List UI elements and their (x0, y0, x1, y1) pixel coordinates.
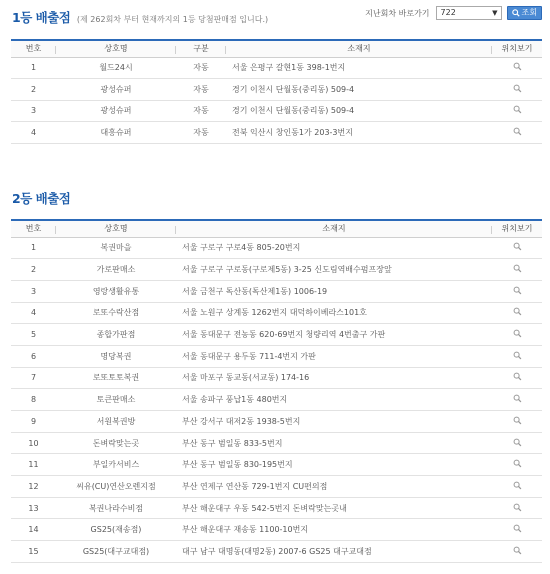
search-icon[interactable] (513, 438, 522, 449)
table-row (11, 122, 542, 144)
cell-address: 서울 금천구 독산동(독산제1동) 1006-19 (176, 280, 492, 302)
cell-name: 복권마을 (56, 237, 176, 259)
cell-no: 2 (11, 259, 56, 281)
search-icon (512, 9, 520, 17)
map-cell (492, 476, 542, 498)
col-header-type: 구분 (176, 40, 226, 57)
cell-no: 1 (11, 57, 56, 79)
cell-no: 8 (11, 389, 56, 411)
cell-name: 광성슈퍼 (56, 100, 176, 122)
cell-no: 4 (11, 122, 56, 144)
cell-no: 15 (11, 541, 56, 563)
first-prize-table (11, 39, 542, 144)
cell-no: 13 (11, 497, 56, 519)
cell-address: 서울 마포구 동교동(서교동) 174-16 (176, 367, 492, 389)
cell-name: 명당복권 (56, 345, 176, 367)
table-row (11, 259, 542, 281)
first-prize-note: (제 262회차 부터 현재까지의 1등 당첨판매점 입니다.) (76, 15, 269, 24)
table-row (11, 57, 542, 79)
search-icon[interactable] (513, 242, 522, 253)
cell-name: 돈벼락맞는곳 (56, 432, 176, 454)
search-icon[interactable] (513, 351, 522, 362)
col-header-map: 위치보기 (492, 40, 542, 57)
cell-no: 12 (11, 476, 56, 498)
cell-address: 서울 은평구 갈현1동 398-1번지 (226, 57, 492, 79)
search-icon[interactable] (513, 62, 522, 73)
map-cell (492, 57, 542, 79)
table-row (11, 324, 542, 346)
cell-address: 부산 연제구 연산동 729-1번지 CU편의점 (176, 476, 492, 498)
round-select[interactable] (436, 6, 502, 20)
cell-no: 4 (11, 302, 56, 324)
cell-address: 서울 송파구 풍납1동 480번지 (176, 389, 492, 411)
cell-address: 경기 이천시 단월동(중리동) 509-4 (226, 79, 492, 101)
col-header-no: 번호 (11, 220, 56, 237)
map-cell (492, 432, 542, 454)
map-cell (492, 237, 542, 259)
cell-address: 부산 해운대구 재송동 1100-10번지 (176, 519, 492, 541)
cell-no: 5 (11, 324, 56, 346)
cell-address: 부산 동구 범일동 833-5번지 (176, 432, 492, 454)
cell-name: 씨유(CU)연산오렌지점 (56, 476, 176, 498)
search-icon[interactable] (513, 329, 522, 340)
map-cell (492, 79, 542, 101)
cell-address: 부산 동구 범일동 830-195번지 (176, 454, 492, 476)
search-button[interactable] (507, 6, 542, 20)
search-button-label: 조회 (521, 8, 537, 17)
search-icon[interactable] (513, 394, 522, 405)
cell-address: 경기 이천시 단월동(중리동) 509-4 (226, 100, 492, 122)
search-icon[interactable] (513, 416, 522, 427)
map-cell (492, 367, 542, 389)
search-icon[interactable] (513, 307, 522, 318)
map-cell (492, 454, 542, 476)
cell-no: 10 (11, 432, 56, 454)
cell-name: 종합가판점 (56, 324, 176, 346)
search-icon[interactable] (513, 127, 522, 138)
cell-type: 자동 (176, 100, 226, 122)
table-row (11, 79, 542, 101)
map-cell (492, 345, 542, 367)
cell-address: 서울 구로구 구로4동 805-20번지 (176, 237, 492, 259)
second-prize-table (11, 219, 542, 563)
cell-name: GS25(재송점) (56, 519, 176, 541)
search-icon[interactable] (513, 84, 522, 95)
cell-address: 대구 남구 대명동(대명2동) 2007-6 GS25 대구교대점 (176, 541, 492, 563)
cell-name: 로또토토복권 (56, 367, 176, 389)
cell-no: 3 (11, 280, 56, 302)
map-cell (492, 280, 542, 302)
first-prize-title: 1등 배출점 (12, 10, 71, 25)
cell-address: 부산 강서구 대저2동 1938-5번지 (176, 411, 492, 433)
table-row (11, 345, 542, 367)
cell-no: 9 (11, 411, 56, 433)
cell-name: 부일카서비스 (56, 454, 176, 476)
col-header-address: 소재지 (226, 40, 492, 57)
cell-no: 6 (11, 345, 56, 367)
cell-type: 자동 (176, 57, 226, 79)
table-row (11, 432, 542, 454)
round-nav-label: 지난회차 바로가기 (365, 8, 430, 18)
table-row (11, 454, 542, 476)
cell-name: 로또수락산점 (56, 302, 176, 324)
cell-name: 영랑생활유통 (56, 280, 176, 302)
cell-no: 14 (11, 519, 56, 541)
col-header-address: 소재지 (176, 220, 492, 237)
search-icon[interactable] (513, 286, 522, 297)
map-cell (492, 389, 542, 411)
cell-address: 전북 익산시 창인동1가 203-3번지 (226, 122, 492, 144)
cell-address: 서울 동대문구 전농동 620-69번지 청량리역 4번출구 가판 (176, 324, 492, 346)
chevron-down-icon: ▼ (492, 9, 498, 17)
table-row (11, 389, 542, 411)
map-cell (492, 497, 542, 519)
cell-no: 1 (11, 237, 56, 259)
search-icon[interactable] (513, 546, 522, 557)
cell-address: 서울 동대문구 용두동 711-4번지 가판 (176, 345, 492, 367)
cell-name: 복권나라수비점 (56, 497, 176, 519)
map-cell (492, 100, 542, 122)
search-icon[interactable] (513, 372, 522, 383)
table-row (11, 280, 542, 302)
map-cell (492, 324, 542, 346)
map-cell (492, 411, 542, 433)
cell-address: 부산 해운대구 우동 542-5번지 돈벼락맞는곳내 (176, 497, 492, 519)
table-row (11, 541, 542, 563)
first-prize-header (12, 8, 268, 26)
cell-name: 대흥슈퍼 (56, 122, 176, 144)
search-icon[interactable] (513, 459, 522, 470)
col-header-name: 상호명 (56, 40, 176, 57)
cell-name: 월드24시 (56, 57, 176, 79)
second-prize-header (12, 189, 70, 207)
cell-name: 광성슈퍼 (56, 79, 176, 101)
cell-no: 11 (11, 454, 56, 476)
table-row (11, 476, 542, 498)
table-header-row (11, 40, 542, 57)
table-row (11, 302, 542, 324)
map-cell (492, 302, 542, 324)
round-navigation (365, 6, 542, 20)
table-row (11, 497, 542, 519)
cell-type: 자동 (176, 122, 226, 144)
cell-no: 3 (11, 100, 56, 122)
map-cell (492, 122, 542, 144)
table-row (11, 519, 542, 541)
table-header-row (11, 220, 542, 237)
round-select-value: 722 (440, 8, 456, 17)
search-icon[interactable] (513, 264, 522, 275)
col-header-no: 번호 (11, 40, 56, 57)
cell-address: 서울 노원구 상계동 1262번지 대덕하이베라스101호 (176, 302, 492, 324)
cell-type: 자동 (176, 79, 226, 101)
second-prize-title: 2등 배출점 (12, 191, 71, 206)
col-header-name: 상호명 (56, 220, 176, 237)
cell-address: 서울 구로구 구로동(구로제5동) 3-25 신도림역배수펌프장앞 (176, 259, 492, 281)
table-row (11, 411, 542, 433)
col-header-map: 위치보기 (492, 220, 542, 237)
map-cell (492, 541, 542, 563)
cell-no: 7 (11, 367, 56, 389)
search-icon[interactable] (513, 105, 522, 116)
cell-name: 토큰판매소 (56, 389, 176, 411)
table-row (11, 237, 542, 259)
map-cell (492, 519, 542, 541)
cell-name: GS25(대구교대점) (56, 541, 176, 563)
search-icon[interactable] (513, 524, 522, 535)
table-row (11, 367, 542, 389)
cell-name: 가로판매소 (56, 259, 176, 281)
cell-name: 서원복권방 (56, 411, 176, 433)
table-row (11, 100, 542, 122)
search-icon[interactable] (513, 503, 522, 514)
search-icon[interactable] (513, 481, 522, 492)
cell-no: 2 (11, 79, 56, 101)
map-cell (492, 259, 542, 281)
